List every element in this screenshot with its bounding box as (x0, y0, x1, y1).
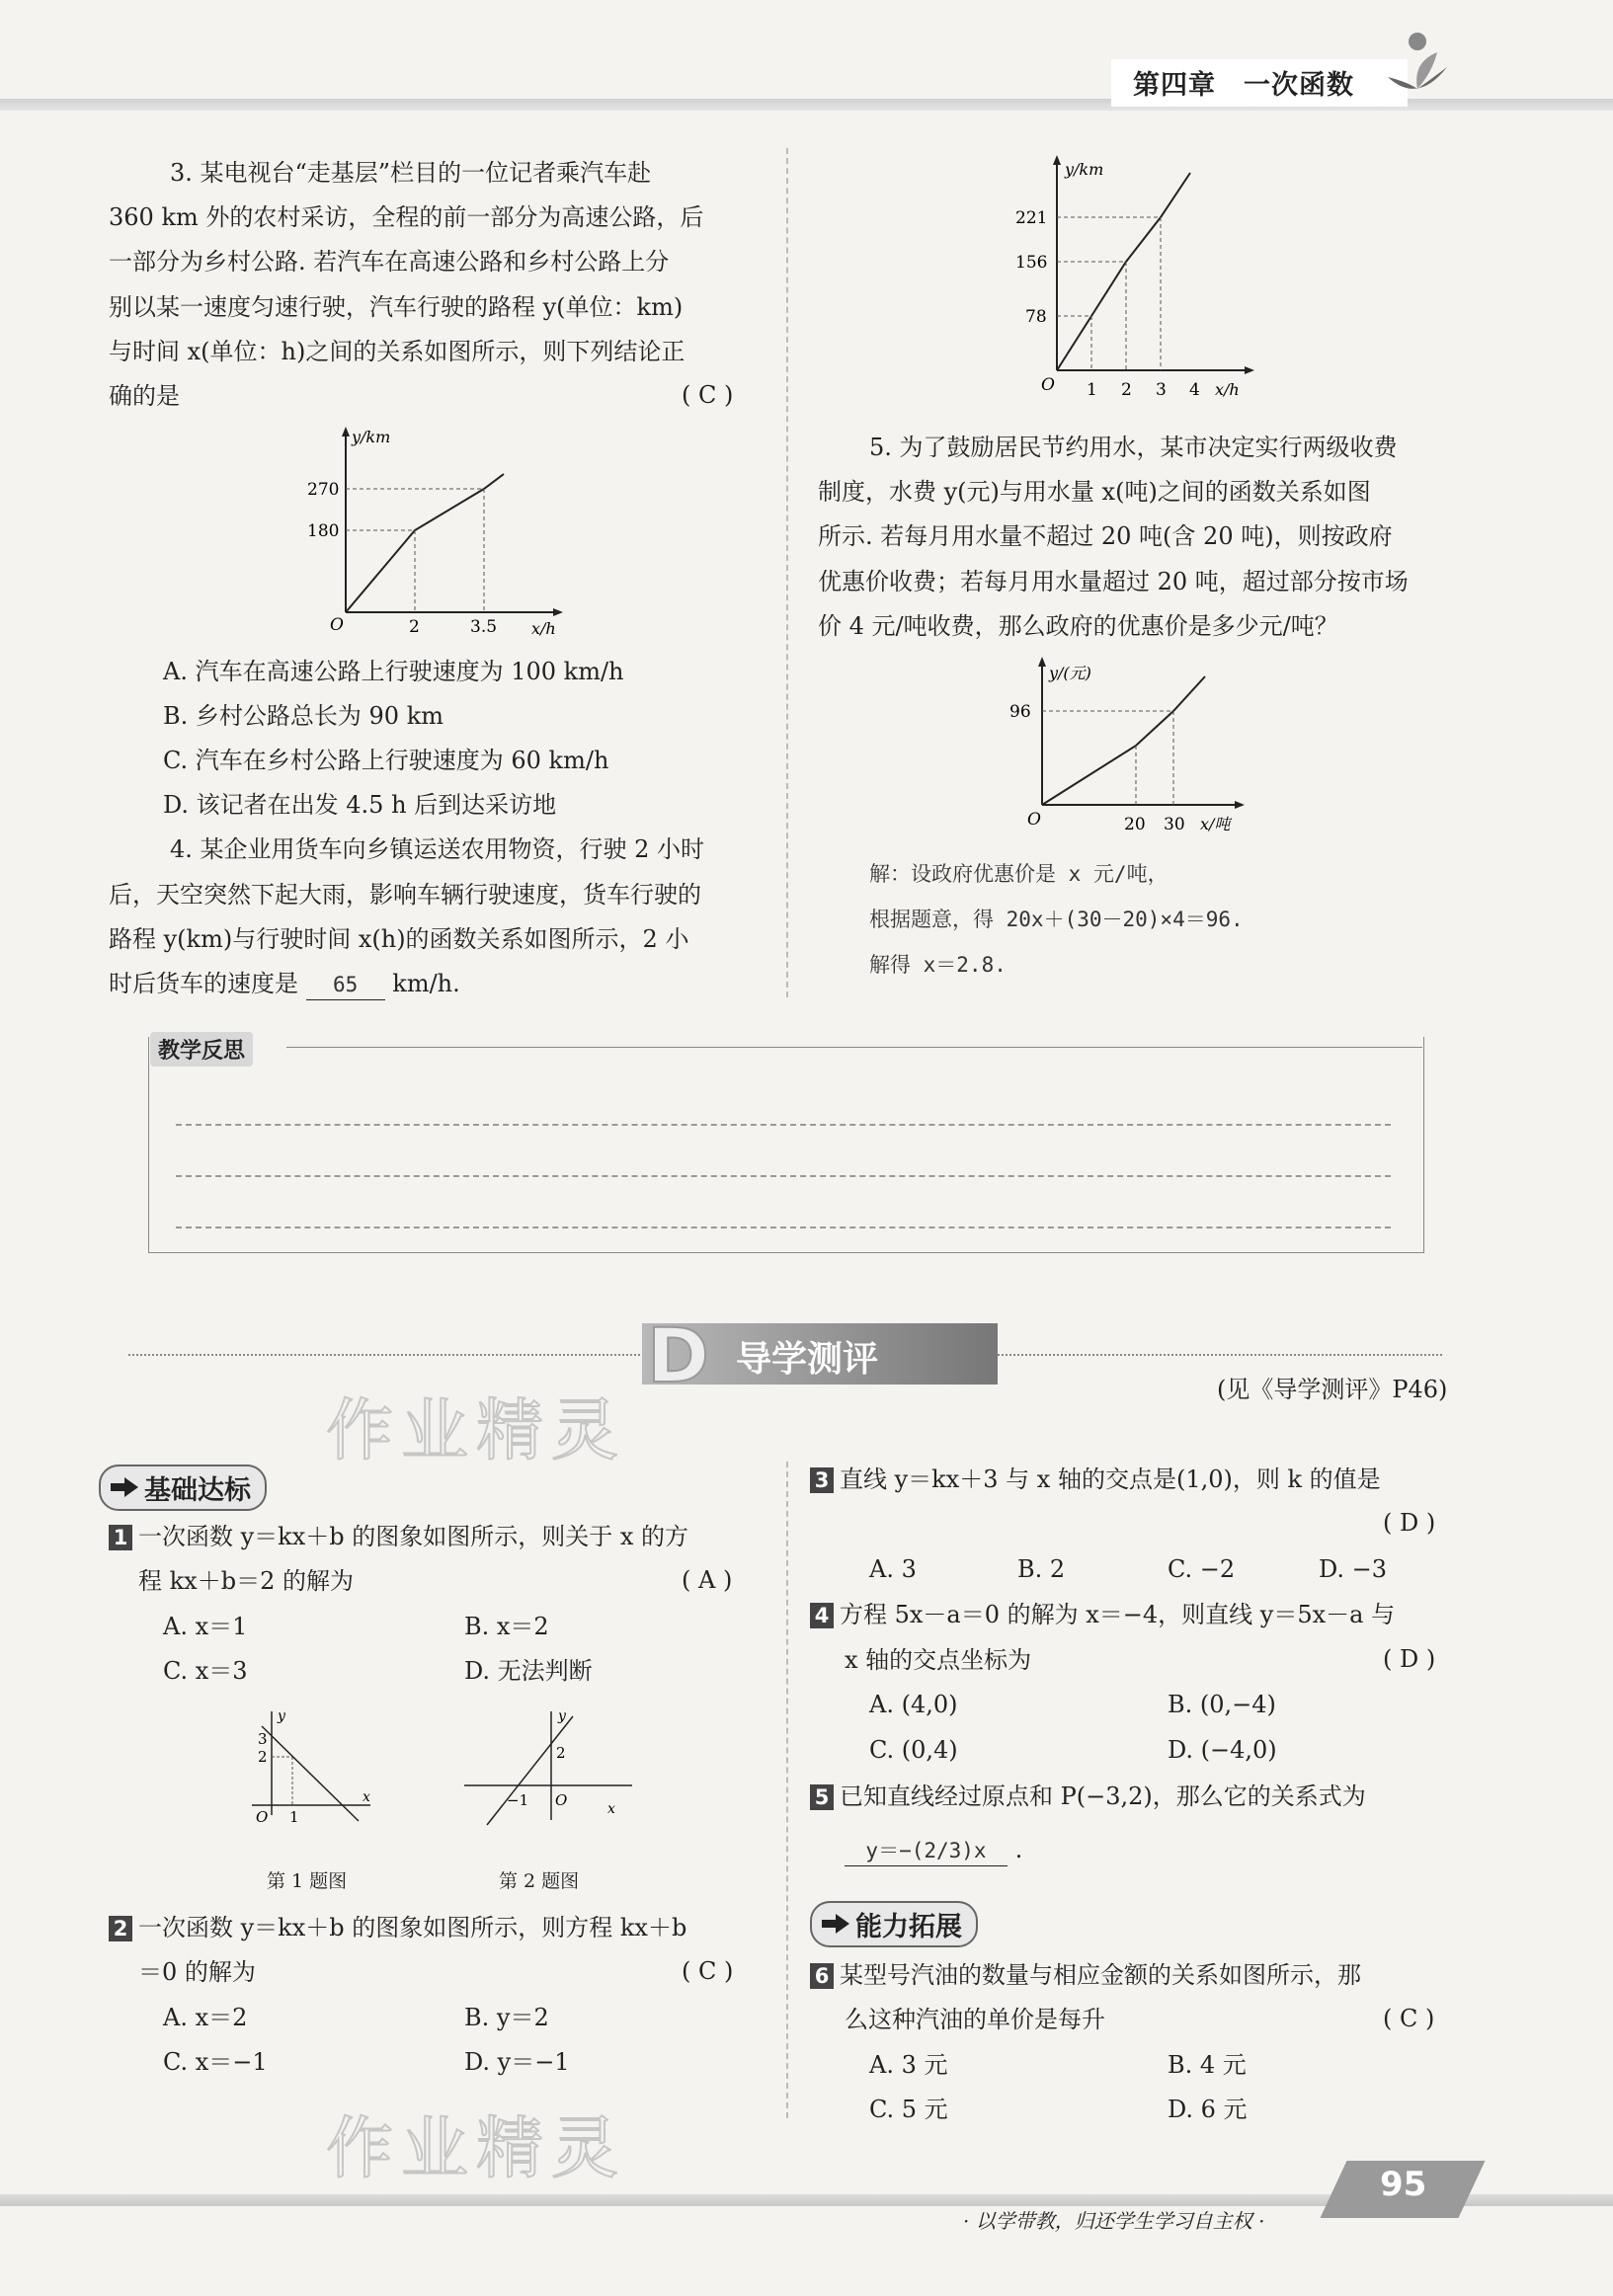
reflection-rule (176, 1175, 1391, 1177)
fig2-xtick: −1 (507, 1791, 529, 1809)
section-d-ref: (见《导学测评》P46) (1217, 1376, 1448, 1403)
ability-q6-line-2: 么这种汽油的单价是每升 (845, 2006, 1105, 2033)
fig1-ylabel: y (278, 1708, 285, 1724)
basic-q4-option-d: D. (−4,0) (1168, 1736, 1277, 1764)
q5-graph-xtick: 20 (1124, 815, 1146, 834)
basic-q1-option-d: D. 无法判断 (464, 1657, 593, 1685)
question-number-badge: 2 (109, 1916, 132, 1941)
q4-line-3: 路程 y(km)与行驶时间 x(h)的函数关系如图所示，2 小 (109, 925, 689, 953)
basic-q4-line-1: 4 方程 5x－a＝0 的解为 x＝−4，则直线 y＝5x－a 与 (810, 1600, 1395, 1629)
q3-graph-xtick: 2 (409, 617, 420, 637)
q3-graph (307, 425, 573, 638)
leaf-logo-icon (1383, 28, 1452, 107)
fig2-origin: O (555, 1791, 568, 1809)
section-d-title: 导学测评 (736, 1339, 879, 1380)
q5-graph-origin: O (1027, 810, 1041, 830)
section-d-letter: D (647, 1311, 710, 1399)
basic-q4-answer: ( D ) (1383, 1645, 1436, 1673)
q5-solution-2: 根据题意，得 20x＋(30－20)×4＝96. (869, 908, 1244, 931)
q3-option-d: D. 该记者在出发 4.5 h 后到达采访地 (163, 791, 557, 819)
fig1-ytick: 2 (258, 1748, 268, 1766)
basic-q1-answer: ( A ) (682, 1566, 733, 1594)
pointer-hand-icon (109, 1473, 140, 1501)
q4-graph-xtick: 2 (1121, 380, 1132, 400)
chapter-title: 第四章 一次函数 (1133, 70, 1354, 101)
basic-q5-answer: y＝−(2/3)x (845, 1836, 1008, 1866)
basic-q4-line-2: x 轴的交点坐标为 (845, 1646, 1032, 1674)
basic-q4-option-c: C. (0,4) (869, 1736, 958, 1764)
q3-answer: ( C ) (682, 381, 734, 409)
basic-q2-option-b: B. y＝2 (464, 2004, 549, 2031)
q5-line-5: 价 4 元/吨收费，那么政府的优惠价是多少元/吨？ (818, 612, 1338, 640)
basic-q1-line-1: 1 一次函数 y＝kx＋b 的图象如图所示，则关于 x 的方 (109, 1522, 688, 1551)
q4-prefix: 时后货车的速度是 (109, 970, 298, 997)
question-number-badge: 6 (810, 1963, 834, 1989)
q5-graph-ylabel: y/(元) (1049, 664, 1091, 682)
fig1-caption: 第 1 题图 (267, 1870, 348, 1892)
basic-q5-line-2: y＝−(2/3)x . (845, 1835, 1022, 1866)
column-divider-lower (786, 1462, 788, 2118)
reflection-label: 教学反思 (150, 1032, 253, 1067)
basic-q1-option-c: C. x＝3 (163, 1657, 248, 1685)
q5-graph (998, 657, 1274, 839)
q3-graph-origin: O (330, 615, 344, 635)
basic-q3-option-d: D. −3 (1319, 1555, 1388, 1583)
ability-q6-option-d: D. 6 元 (1168, 2096, 1248, 2123)
fig2-xlabel: x (607, 1801, 615, 1817)
q3-option-a: A. 汽车在高速公路上行驶速度为 100 km/h (163, 658, 624, 685)
page-number: 95 (1380, 2165, 1427, 2204)
q4-graph-ylabel: y/km (1065, 160, 1104, 179)
q5-solution-3: 解得 x＝2.8. (869, 953, 1007, 977)
q5-line-4: 优惠价收费；若每月用水量超过 20 吨，超过部分按市场 (818, 568, 1409, 595)
q5-graph-ytick: 96 (1009, 702, 1031, 722)
fig2-graph (459, 1706, 642, 1830)
q4-graph-xtick: 4 (1189, 380, 1200, 400)
basic-q3-option-a: A. 3 (869, 1555, 917, 1583)
q3-line-6: 确的是 (109, 382, 180, 410)
q4-graph-xlabel: x/h (1215, 380, 1240, 399)
ability-q6-option-a: A. 3 元 (869, 2051, 948, 2079)
fig2-caption: 第 2 题图 (499, 1870, 580, 1892)
basic-section-title: 基础达标 (99, 1465, 267, 1511)
fig1-xtick: 1 (289, 1808, 299, 1826)
q4-graph-ytick: 156 (1015, 253, 1048, 273)
q5-solution-1: 解：设政府优惠价是 x 元/吨， (869, 862, 1169, 886)
basic-q4-option-b: B. (0,−4) (1168, 1691, 1276, 1718)
basic-q1-option-a: A. x＝1 (163, 1613, 248, 1640)
ability-q6-line-1: 6 某型号汽油的数量与相应金额的关系如图所示，那 (810, 1960, 1361, 1990)
q4-suffix: km/h. (392, 970, 460, 997)
reflection-box (148, 1037, 1424, 1253)
fig1-xlabel: x (363, 1789, 370, 1805)
basic-q5-line-1: 5 已知直线经过原点和 P(−3,2)，那么它的关系式为 (810, 1781, 1366, 1811)
reflection-rule (176, 1227, 1391, 1228)
q3-graph-xlabel: x/h (531, 619, 556, 638)
ability-q6-option-c: C. 5 元 (869, 2096, 948, 2123)
q5-graph-xtick: 30 (1164, 815, 1185, 834)
basic-q2-option-a: A. x＝2 (163, 2004, 248, 2031)
basic-q2-option-d: D. y＝−1 (464, 2048, 570, 2076)
q3-line-4: 别以某一速度匀速行驶，汽车行驶的路程 y(单位：km) (109, 293, 684, 321)
basic-q3-line-1: 3 直线 y＝kx＋3 与 x 轴的交点是(1,0)，则 k 的值是 (810, 1465, 1381, 1494)
footer-slogan: · 以学带教，归还学生学习自主权 · (963, 2209, 1265, 2233)
q5-line-2: 制度，水费 y(元)与用水量 x(吨)之间的函数关系如图 (818, 478, 1371, 506)
q4-graph-xtick: 3 (1156, 380, 1167, 400)
watermark: 作业精灵 (326, 1392, 627, 1470)
basic-q3-option-b: B. 2 (1017, 1555, 1066, 1583)
q4-graph (1008, 153, 1264, 410)
basic-q3-option-c: C. −2 (1168, 1555, 1236, 1583)
basic-q3-answer: ( D ) (1383, 1509, 1436, 1537)
q3-option-c: C. 汽车在乡村公路上行驶速度为 60 km/h (163, 747, 609, 774)
q3-graph-ylabel: y/km (352, 428, 391, 446)
basic-q2-line-1: 2 一次函数 y＝kx＋b 的图象如图所示，则方程 kx＋b (109, 1913, 686, 1942)
q3-line-1: 3. 某电视台“走基层”栏目的一位记者乘汽车赴 (170, 159, 652, 187)
ability-q6-option-b: B. 4 元 (1168, 2051, 1247, 2079)
q5-line-1: 5. 为了鼓励居民节约用水，某市决定实行两级收费 (869, 434, 1398, 461)
watermark: 作业精灵 (326, 2110, 627, 2188)
fig1-ytick: 3 (258, 1730, 268, 1748)
q5-graph-xlabel: x/吨 (1200, 815, 1231, 833)
q3-line-5: 与时间 x(单位：h)之间的关系如图所示，则下列结论正 (109, 338, 686, 365)
fig2-ylabel: y (558, 1708, 566, 1724)
question-number-badge: 4 (810, 1603, 834, 1628)
q3-option-b: B. 乡村公路总长为 90 km (163, 702, 444, 730)
ability-section-title: 能力拓展 (810, 1901, 978, 1947)
basic-q2-option-c: C. x＝−1 (163, 2048, 268, 2076)
pointer-hand-icon (820, 1910, 851, 1938)
q4-graph-xtick: 1 (1087, 380, 1097, 400)
basic-q2-answer: ( C ) (682, 1957, 734, 1985)
q4-graph-origin: O (1041, 375, 1055, 395)
column-divider (786, 148, 788, 997)
reflection-rule (176, 1124, 1391, 1126)
basic-q4-option-a: A. (4,0) (869, 1691, 958, 1718)
q4-line-2: 后，天空突然下起大雨，影响车辆行驶速度，货车行驶的 (109, 881, 701, 909)
q3-graph-ytick: 180 (307, 521, 340, 541)
fig1-graph (242, 1706, 380, 1830)
question-number-badge: 3 (810, 1467, 834, 1493)
fig1-origin: O (256, 1808, 269, 1826)
question-number-badge: 1 (109, 1525, 132, 1550)
q5-line-3: 所示. 若每月用水量不超过 20 吨(含 20 吨)，则按政府 (818, 522, 1393, 550)
fig2-ytick: 2 (556, 1744, 566, 1762)
q3-graph-ytick: 270 (307, 480, 340, 500)
q4-line-4 (109, 969, 460, 1000)
q3-line-3: 一部分为乡村公路. 若汽车在高速公路和乡村公路上分 (109, 248, 670, 276)
q4-line-1: 4. 某企业用货车向乡镇运送农用物资，行驶 2 小时 (170, 835, 705, 863)
q3-graph-xtick: 3.5 (470, 617, 498, 637)
q4-graph-ytick: 78 (1025, 307, 1047, 327)
basic-q1-line-2: 程 kx＋b＝2 的解为 (138, 1567, 354, 1595)
q4-answer: 65 (306, 970, 385, 1000)
question-number-badge: 5 (810, 1784, 834, 1810)
q3-line-2: 360 km 外的农村采访，全程的前一部分为高速公路，后 (109, 203, 704, 231)
ability-q6-answer: ( C ) (1383, 2005, 1435, 2032)
q4-graph-ytick: 221 (1015, 208, 1048, 228)
basic-q1-option-b: B. x＝2 (464, 1613, 549, 1640)
basic-q2-line-2: ＝0 的解为 (138, 1958, 256, 1986)
